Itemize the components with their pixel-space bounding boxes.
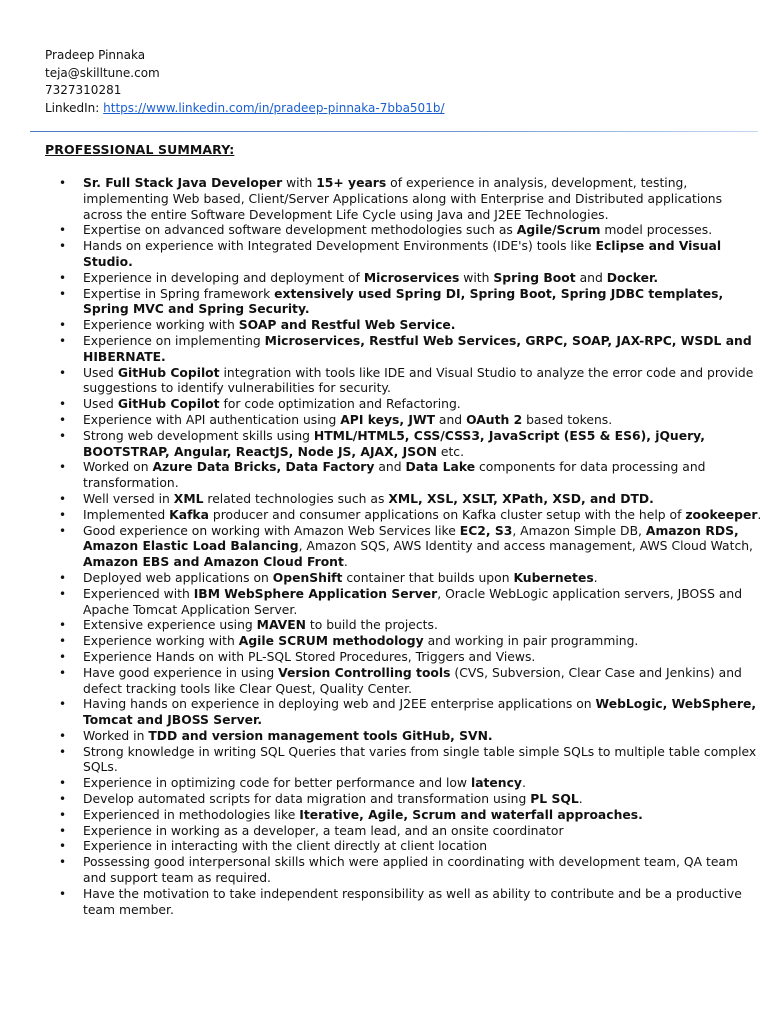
bullet-text-bold: Microservices, Restful Web Services, GRPC, SOAP, JAX-RPC, WSDL and HIBERNATE. bbox=[83, 333, 752, 364]
bullet-text: with bbox=[282, 176, 317, 190]
bullet-text: to build the projects. bbox=[305, 618, 438, 633]
summary-bullet bbox=[83, 176, 764, 223]
bullet-text-bold: zookeeper bbox=[685, 507, 758, 522]
bullet-text: Expertise on advanced software development methodologies such as bbox=[83, 223, 517, 238]
bullet-text: and working in pair programming. bbox=[423, 634, 639, 649]
bullet-text: integration with tools like IDE and Visual Studio to analyze the error code and provide suggestions to identify vulnerabilities for security. bbox=[83, 365, 754, 396]
bullet-text-bold: Kubernetes bbox=[513, 570, 594, 585]
bullet-text: producer and consumer applications on Kafka cluster setup with the help of bbox=[208, 507, 686, 522]
summary-bullet bbox=[83, 239, 764, 271]
bullet-text: Experience working with bbox=[83, 634, 239, 649]
bullet-text: , Amazon Simple DB, bbox=[512, 523, 646, 538]
summary-bullet bbox=[83, 223, 764, 239]
bullet-text: and bbox=[374, 460, 406, 475]
bullet-text-bold: Spring Boot bbox=[493, 270, 576, 285]
bullet-text: related technologies such as bbox=[203, 491, 389, 506]
bullet-text: Expertise in Spring framework bbox=[83, 286, 275, 301]
bullet-text: . bbox=[757, 507, 762, 522]
bullet-text-bold: TDD and version management tools GitHub, SVN. bbox=[148, 728, 493, 743]
bullet-text: container that builds upon bbox=[342, 570, 514, 585]
bullet-text: Experience with API authentication using bbox=[83, 412, 341, 427]
bullet-text: Experience in interacting with the client directly at client location bbox=[83, 839, 488, 854]
bullet-text-bold: Amazon EBS and Amazon Cloud Front bbox=[83, 555, 344, 570]
bullet-text: of experience in analysis, development, testing, implementing Web based, Client/Server Applications along with Enterprise and Distributed applications across the entire Software Development Life Cycle using Java and J2EE Technologies. bbox=[83, 176, 723, 222]
summary-bullet bbox=[83, 460, 764, 492]
summary-bullet bbox=[83, 729, 764, 745]
bullet-text: Have the motivation to take independent responsibility as well as ability to contribute and be a productive team member. bbox=[83, 886, 742, 917]
summary-bullet bbox=[83, 792, 764, 808]
summary-bullet-list bbox=[45, 176, 764, 918]
bullet-text: Extensive experience using bbox=[83, 618, 257, 633]
section-title-professional-summary: PROFESSIONAL SUMMARY: bbox=[45, 142, 235, 157]
bullet-text-bold: OpenShift bbox=[272, 570, 343, 585]
summary-bullet bbox=[83, 397, 764, 413]
bullet-text: Have good experience in using bbox=[83, 665, 279, 680]
email-address: teja@skilltune.com bbox=[45, 65, 160, 80]
bullet-text: Worked in bbox=[83, 728, 149, 743]
bullet-text: Experience in working as a developer, a team lead, and an onsite coordinator bbox=[83, 823, 564, 838]
bullet-text-bold: Docker. bbox=[606, 270, 659, 285]
bullet-text: Used bbox=[83, 397, 118, 412]
bullet-text-bold: Data Lake bbox=[405, 460, 476, 475]
summary-bullet bbox=[83, 587, 764, 619]
bullet-text: . bbox=[343, 555, 348, 570]
bullet-text: Experience on implementing bbox=[83, 333, 265, 348]
bullet-text: model processes. bbox=[600, 223, 713, 238]
bullet-text: Hands on experience with Integrated Development Environments (IDE's) tools like bbox=[83, 239, 596, 254]
summary-bullet bbox=[83, 697, 764, 729]
summary-bullet bbox=[83, 287, 764, 319]
bullet-text: Experienced with bbox=[83, 586, 194, 601]
bullet-text-bold: GitHub Copilot bbox=[117, 365, 220, 380]
bullet-text-bold: Iterative, Agile, Scrum and waterfall approaches. bbox=[299, 807, 643, 822]
bullet-text: (CVS, Subversion, Clear Case and Jenkins) and defect tracking tools like Clear Quest, Quality Center. bbox=[83, 665, 742, 696]
bullet-text: etc. bbox=[436, 444, 465, 459]
linkedin-link[interactable]: https://www.linkedin.com/in/pradeep-pinnaka-7bba501b/ bbox=[103, 100, 445, 115]
bullet-text-bold: PL SQL bbox=[530, 792, 579, 807]
summary-bullet bbox=[83, 855, 764, 887]
bullet-text-bold: OAuth 2 bbox=[466, 412, 523, 427]
summary-bullet bbox=[83, 887, 764, 919]
summary-bullet bbox=[83, 808, 764, 824]
bullet-text: . bbox=[578, 792, 583, 807]
linkedin-line bbox=[45, 100, 445, 118]
bullet-text-bold: Agile/Scrum bbox=[516, 223, 601, 238]
bullet-text-bold: Version Controlling tools bbox=[278, 665, 451, 680]
bullet-text-bold: Amazon RDS, Amazon Elastic Load Balancing bbox=[83, 523, 739, 554]
bullet-text: Experienced in methodologies like bbox=[83, 807, 300, 822]
summary-bullet bbox=[83, 413, 764, 429]
summary-bullet bbox=[83, 429, 764, 461]
bullet-text: Develop automated scripts for data migration and transformation using bbox=[83, 792, 531, 807]
header-divider bbox=[30, 131, 758, 132]
bullet-text: Well versed in bbox=[83, 491, 174, 506]
bullet-text: , Amazon SQS, AWS Identity and access management, AWS Cloud Watch, bbox=[298, 539, 753, 554]
candidate-name: Pradeep Pinnaka bbox=[45, 48, 146, 62]
bullet-text: Experience in developing and deployment of bbox=[83, 270, 364, 285]
bullet-text: . bbox=[593, 570, 598, 585]
bullet-text-bold: Azure Data Bricks, Data Factory bbox=[152, 460, 375, 475]
bullet-text-bold: XML, XSL, XSLT, XPath, XSD, and DTD. bbox=[388, 491, 654, 506]
summary-bullet bbox=[83, 650, 764, 666]
bullet-text: Strong knowledge in writing SQL Queries that varies from single table simple SQLs to multiple table complex SQLs. bbox=[83, 744, 757, 775]
summary-bullet bbox=[83, 634, 764, 650]
summary-bullet bbox=[83, 776, 764, 792]
bullet-text-bold: XML bbox=[173, 491, 204, 506]
bullet-text: components for data processing and transformation. bbox=[83, 460, 706, 491]
bullet-text: for code optimization and Refactoring. bbox=[219, 397, 461, 412]
summary-bullet bbox=[83, 571, 764, 587]
summary-bullet bbox=[83, 318, 764, 334]
phone-number: 7327310281 bbox=[45, 83, 122, 97]
bullet-text: . bbox=[521, 776, 526, 791]
bullet-text: Used bbox=[83, 365, 118, 380]
bullet-text: Strong web development skills using bbox=[83, 428, 314, 443]
summary-bullet bbox=[83, 666, 764, 698]
bullet-text-bold: SOAP and Restful Web Service. bbox=[238, 318, 456, 333]
summary-bullet bbox=[83, 745, 764, 777]
bullet-text-bold: EC2, S3 bbox=[459, 523, 513, 538]
summary-bullet bbox=[83, 492, 764, 508]
bullet-text: based tokens. bbox=[522, 412, 613, 427]
bullet-text: Experience in optimizing code for better performance and low bbox=[83, 776, 471, 791]
summary-bullet bbox=[83, 508, 764, 524]
summary-bullet bbox=[83, 839, 764, 855]
bullet-text-bold: Microservices bbox=[363, 270, 460, 285]
linkedin-label: LinkedIn: bbox=[45, 100, 104, 115]
contact-block bbox=[45, 47, 445, 117]
bullet-text: Deployed web applications on bbox=[83, 570, 273, 585]
bullet-text-bold: latency bbox=[470, 776, 522, 791]
bullet-text: and bbox=[435, 412, 467, 427]
bullet-text: and bbox=[575, 270, 607, 285]
summary-bullet bbox=[83, 271, 764, 287]
bullet-text-bold: extensively used Spring DI, Spring Boot, Spring JDBC templates, Spring MVC and Spring Security. bbox=[83, 286, 724, 317]
summary-bullet bbox=[83, 618, 764, 634]
bullet-text: with bbox=[459, 270, 494, 285]
summary-bullet bbox=[83, 824, 764, 840]
bullet-text-bold: MAVEN bbox=[256, 618, 306, 633]
bullet-text: Good experience on working with Amazon Web Services like bbox=[83, 523, 460, 538]
bullet-text-bold: HTML/HTML5, CSS/CSS3, JavaScript (ES5 & ES6), jQuery, BOOTSTRAP, Angular, ReactJS, Node JS, AJAX, JSON bbox=[83, 428, 705, 459]
bullet-text-bold: IBM WebSphere Application Server bbox=[193, 586, 438, 601]
bullet-text: , Oracle WebLogic application servers, JBOSS and Apache Tomcat Application Server. bbox=[83, 586, 743, 617]
bullet-text: Experience working with bbox=[83, 318, 239, 333]
bullet-text-bold: Kafka bbox=[169, 507, 209, 522]
bullet-text-bold: Eclipse and Visual Studio. bbox=[83, 239, 722, 269]
bullet-text: Experience Hands on with PL-SQL Stored Procedures, Triggers and Views. bbox=[83, 649, 536, 664]
bullet-text-bold: GitHub Copilot bbox=[117, 397, 220, 412]
bullet-text-bold: API keys, JWT bbox=[340, 412, 435, 427]
bullet-text-bold: Sr. Full Stack Java Developer bbox=[83, 176, 283, 190]
bullet-text-bold: Agile SCRUM methodology bbox=[238, 634, 424, 649]
bullet-text: Having hands on experience in deploying web and J2EE enterprise applications on bbox=[83, 697, 596, 712]
bullet-text-bold: 15+ years bbox=[316, 176, 387, 190]
bullet-text: Implemented bbox=[83, 507, 170, 522]
bullet-text-bold: WebLogic, WebSphere, Tomcat and JBOSS Server. bbox=[83, 697, 757, 728]
summary-bullet bbox=[83, 524, 764, 571]
summary-bullet bbox=[83, 334, 764, 366]
summary-bullet bbox=[83, 366, 764, 398]
bullet-text: Possessing good interpersonal skills which were applied in coordinating with development team, QA team and support team as required. bbox=[83, 855, 739, 886]
bullet-text: Worked on bbox=[83, 460, 153, 475]
